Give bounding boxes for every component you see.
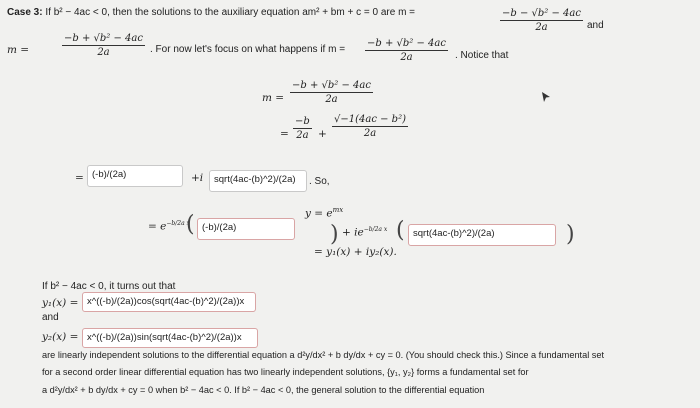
right-close-paren: ) <box>566 222 575 247</box>
y1-label: y₁(x) = <box>42 297 79 309</box>
m-equals-label: m = <box>7 44 30 56</box>
if-condition-line: If b² − 4ac < 0, it turns out that <box>42 281 176 292</box>
left-close-paren: ) <box>330 222 339 247</box>
derivation-equals: = <box>280 128 289 140</box>
right-open-paren: ( <box>396 218 405 243</box>
real-exponent-answer-box[interactable]: (-b)/(2a) <box>197 218 295 240</box>
and-label-1: and <box>587 20 604 31</box>
answer-equals: = <box>75 172 84 184</box>
derivation-step2b-fraction <box>332 114 408 139</box>
mouse-cursor-icon <box>541 91 551 103</box>
derivation-m-equals: m = <box>262 92 285 104</box>
case-intro-text: If b² − 4ac < 0, then the solutions to the auxiliary equation am² + bm + c = 0 are m = <box>45 7 416 18</box>
derivation-step2a-fraction <box>293 116 312 141</box>
left-e-label: = e <box>148 220 167 233</box>
derivation-plus: + <box>318 128 327 140</box>
focus-root-denominator: 2a <box>400 52 413 63</box>
y-sum-label: = y₁(x) + iy₂(x). <box>314 246 397 258</box>
case-intro-line <box>7 7 415 18</box>
y-equals-label: y = e <box>305 207 333 220</box>
left-open-paren: ( <box>186 212 195 237</box>
case-label: Case 3: <box>7 7 43 18</box>
root-minus-fraction <box>500 8 583 33</box>
left-e-term <box>148 220 190 233</box>
y2-label: y₂(x) = <box>42 331 79 343</box>
imag-part-answer-box[interactable]: sqrt(4ac-(b)^2)/(2a) <box>209 170 307 192</box>
derivation-step1-fraction <box>290 80 373 105</box>
derivation-step1-denominator: 2a <box>325 94 338 105</box>
root-plus-denominator: 2a <box>97 47 110 58</box>
linear-independence-text: are linearly independent solutions to the differential equation a d²y/dx² + b dy/dx + cy = 0. (You should check this.) Since a fundamental set <box>42 350 605 360</box>
real-part-answer-box[interactable]: (-b)/(2a) <box>87 165 183 187</box>
derivation-step2a-numerator: −b <box>295 116 310 127</box>
plus-ie-label: + ie <box>342 226 364 239</box>
plus-ie-term <box>342 226 387 239</box>
derivation-step2b-denominator: 2a <box>363 128 377 139</box>
notice-text: . Notice that <box>455 50 509 61</box>
focus-text: . For now let's focus on what happens if m = <box>150 44 346 55</box>
root-minus-denominator: 2a <box>535 22 548 33</box>
root-minus-numerator: −b − √b² − 4ac <box>502 8 581 19</box>
so-label: . So, <box>309 176 330 187</box>
left-e-exponent: −b/2a x <box>166 220 190 227</box>
imag-exponent-answer-box[interactable]: sqrt(4ac-(b)^2)/(2a) <box>408 224 556 246</box>
derivation-step2b-numerator: √−1(4ac − b²) <box>334 114 406 125</box>
last-line-text: a d²y/dx² + b dy/dx + cy = 0 when b² − 4ac < 0. If b² − 4ac < 0, the general solution to the differential equation <box>42 385 485 395</box>
y2-answer-box[interactable]: x^((-b)/(2a))sin(sqrt(4ac-(b)^2)/(2a))x <box>82 328 258 348</box>
and-label-2: and <box>42 312 59 323</box>
root-plus-numerator: −b + √b² − 4ac <box>64 33 143 44</box>
focus-root-numerator: −b + √b² − 4ac <box>367 38 446 49</box>
y-exponent: mx <box>332 206 344 214</box>
root-plus-fraction <box>62 33 145 58</box>
derivation-step2a-denominator: 2a <box>296 130 309 141</box>
second-order-text: for a second order linear differential equation has two linearly independent solutions, {y₁, y₂} forms a fundamental set for <box>42 367 529 377</box>
y-equals-exp <box>305 206 343 220</box>
focus-root-fraction <box>365 38 448 63</box>
derivation-step1-numerator: −b + √b² − 4ac <box>292 80 371 91</box>
y1-answer-box[interactable]: x^((-b)/(2a))cos(sqrt(4ac-(b)^2)/(2a))x <box>82 292 256 312</box>
right-e-exponent: −b/2a x <box>363 226 388 233</box>
plus-i-label: +i <box>191 172 204 184</box>
